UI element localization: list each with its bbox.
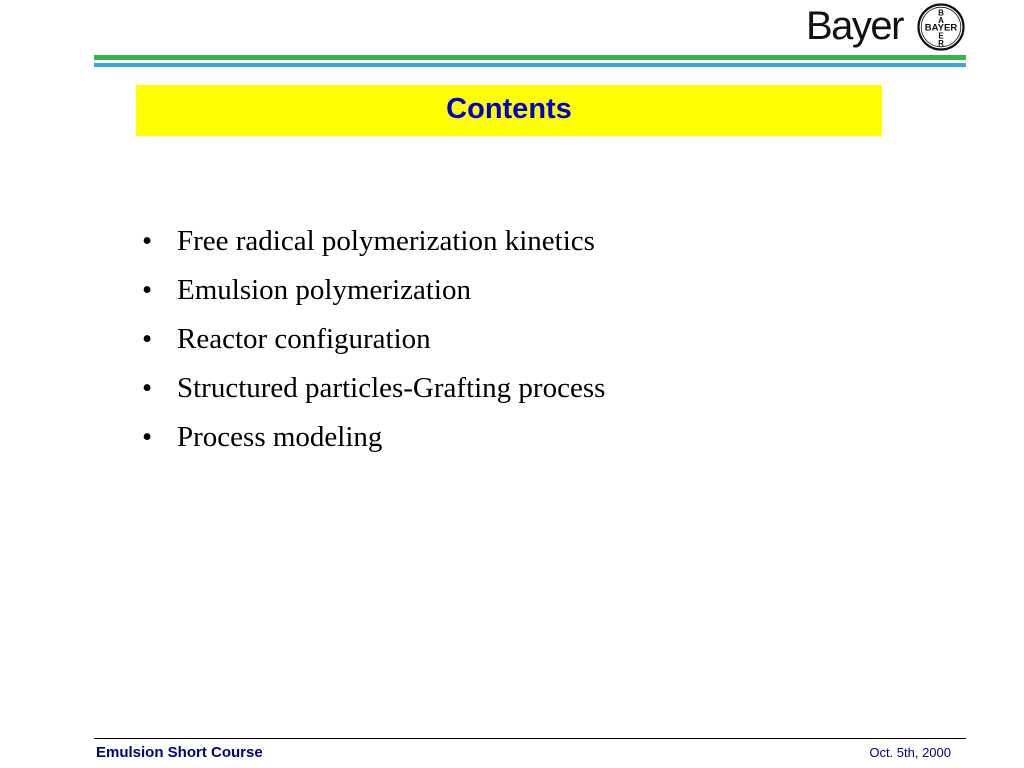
svg-text:BAYER: BAYER [924,22,958,34]
bullet-dot: • [142,323,153,355]
list-item-text: Structured particles-Grafting process [177,372,606,404]
bullet-dot: • [142,225,153,257]
list-item-text: Emulsion polymerization [177,274,471,306]
list-item-text: Reactor configuration [177,323,431,355]
list-item-text: Free radical polymerization kinetics [177,225,595,257]
list-item [140,365,605,414]
bayer-logo-wordmark: Bayer [806,4,903,48]
svg-text:E: E [938,31,944,41]
list-item [140,218,605,267]
svg-text:B: B [938,8,944,18]
title-band [136,85,882,136]
header-rule-green [94,55,966,60]
footer-date: Oct. 5th, 2000 [869,745,951,760]
list-item [140,267,605,316]
bayer-cross-logo-icon [916,2,966,52]
bullet-list [140,218,605,463]
list-item [140,316,605,365]
list-item-text: Process modeling [177,421,383,453]
header-rule-blue [94,63,966,67]
page-title: Contents [446,93,572,125]
bullet-dot: • [142,372,153,404]
list-item [140,414,605,463]
bullet-dot: • [142,421,153,453]
svg-text:A: A [938,16,944,25]
footer-rule [94,738,966,739]
bullet-dot: • [142,274,153,306]
footer-course-title: Emulsion Short Course [96,744,263,761]
svg-text:R: R [938,39,944,48]
